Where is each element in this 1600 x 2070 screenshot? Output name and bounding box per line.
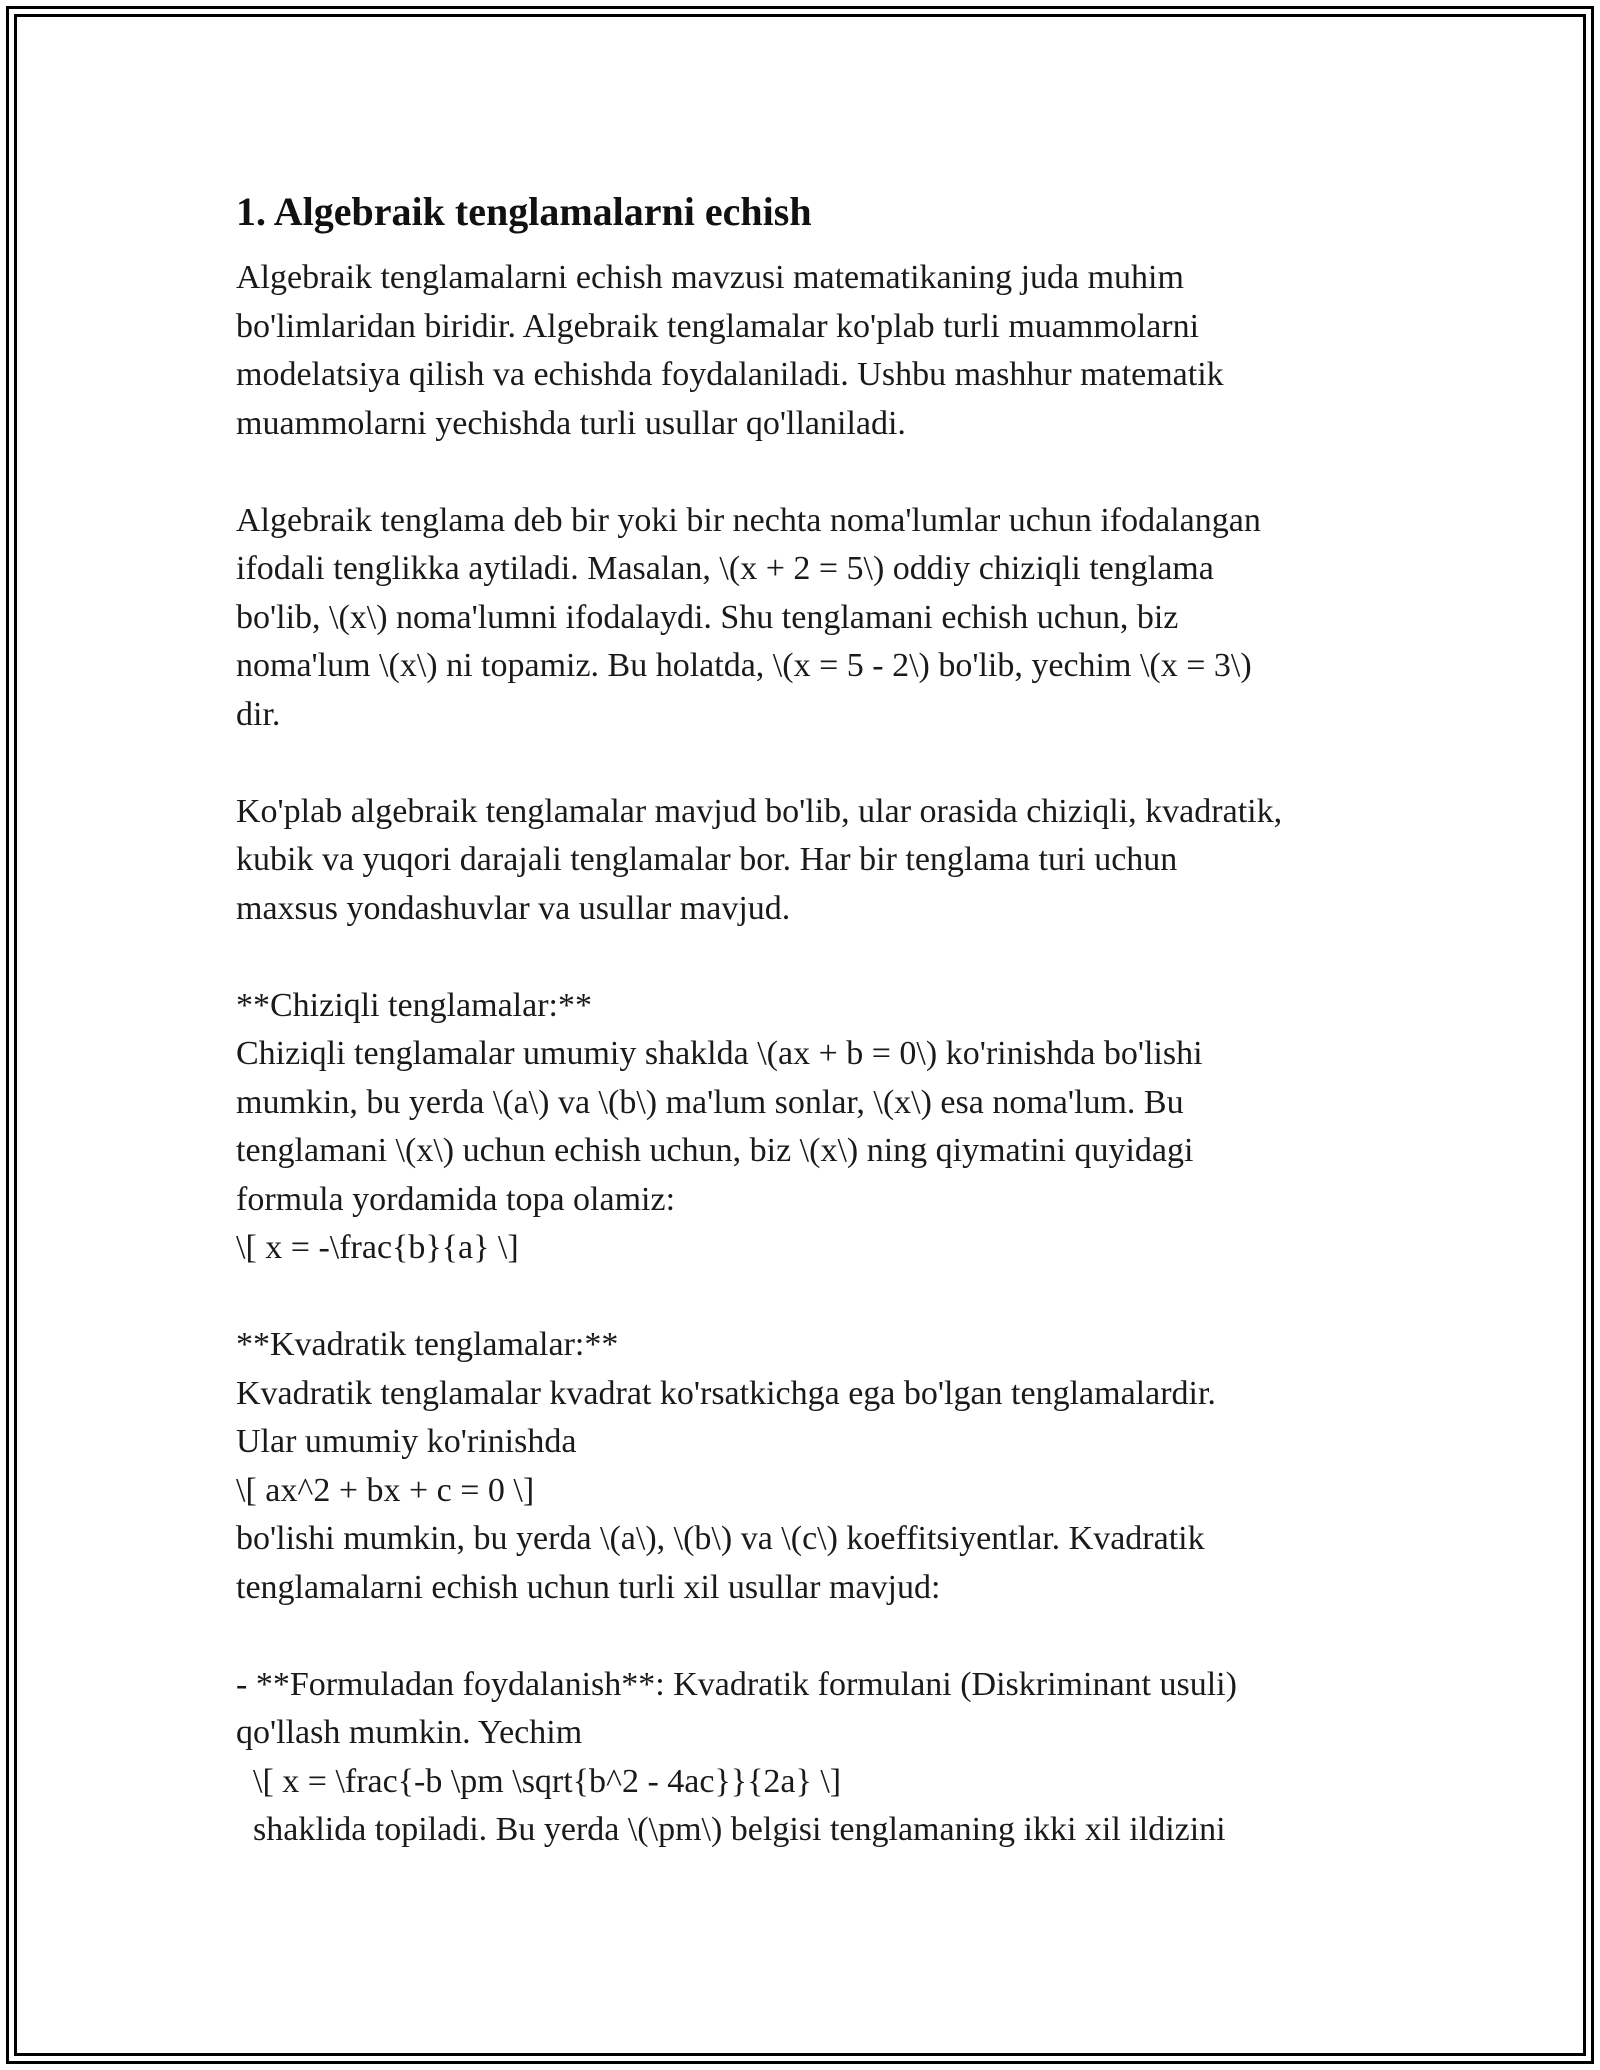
text-line: dir. bbox=[236, 695, 281, 733]
text-line: noma'lum \(x\) ni topamiz. Bu holatda, \(x = 5 - 2\) bo'lib, yechim \(x = 3\) bbox=[236, 647, 1252, 684]
paragraph bbox=[236, 982, 1376, 1273]
text-line: bo'lib, \(x\) noma'lumni ifodalaydi. Shu tenglamani echish uchun, biz bbox=[236, 598, 1179, 636]
document-body bbox=[236, 184, 1376, 1855]
paragraph bbox=[236, 788, 1376, 934]
text-line: Kvadratik tenglamalar kvadrat ko'rsatkichga ega bo'lgan tenglamalardir. bbox=[236, 1374, 1216, 1412]
paragraph-gap bbox=[236, 448, 1376, 497]
text-line: \[ ax^2 + bx + c = 0 \] bbox=[236, 1471, 535, 1509]
page-title: 1. Algebraik tenglamalarni echish bbox=[236, 189, 812, 234]
text-line: bo'lishi mumkin, bu yerda \(a\), \(b\) va \(c\) koeffitsiyentlar. Kvadratik bbox=[236, 1520, 1205, 1557]
text-line: tenglamalarni echish uchun turli xil usullar mavjud: bbox=[236, 1568, 941, 1606]
text-line: - **Formuladan foydalanish**: Kvadratik formulani (Diskriminant usuli) bbox=[236, 1665, 1237, 1703]
text-line: tenglamani \(x\) uchun echish uchun, biz \(x\) ning qiymatini quyidagi bbox=[236, 1132, 1194, 1169]
text-line: \[ x = \frac{-b \pm \sqrt{b^2 - 4ac}}{2a} \] bbox=[236, 1762, 842, 1800]
text-line: Algebraik tenglama deb bir yoki bir nechta noma'lumlar uchun ifodalangan bbox=[236, 501, 1261, 539]
text-line: ifodali tenglikka aytiladi. Masalan, \(x + 2 = 5\) oddiy chiziqli tenglama bbox=[236, 550, 1214, 587]
text-line: muammolarni yechishda turli usullar qo'llaniladi. bbox=[236, 404, 906, 442]
text-line: shaklida topiladi. Bu yerda \(\pm\) belgisi tenglamaning ikki xil ildizini bbox=[236, 1811, 1226, 1848]
text-line: modelatsiya qilish va echishda foydalaniladi. Ushbu mashhur matematik bbox=[236, 356, 1224, 393]
text-line: kubik va yuqori darajali tenglamalar bor. Har bir tenglama turi uchun bbox=[236, 841, 1178, 878]
text-line: \[ x = -\frac{b}{a} \] bbox=[236, 1229, 519, 1266]
paragraph-gap bbox=[236, 933, 1376, 982]
text-line: bo'limlaridan biridir. Algebraik tenglamalar ko'plab turli muammolarni bbox=[236, 307, 1200, 345]
paragraph bbox=[236, 1661, 1376, 1855]
text-line: mumkin, bu yerda \(a\) va \(b\) ma'lum sonlar, \(x\) esa noma'lum. Bu bbox=[236, 1083, 1184, 1121]
paragraph bbox=[236, 497, 1376, 740]
text-line: Algebraik tenglamalarni echish mavzusi matematikaning juda muhim bbox=[236, 259, 1184, 296]
paragraph-gap bbox=[236, 1273, 1376, 1322]
paragraph-gap bbox=[236, 1612, 1376, 1661]
text-line: Ular umumiy ko'rinishda bbox=[236, 1423, 577, 1460]
text-line: maxsus yondashuvlar va usullar mavjud. bbox=[236, 889, 791, 927]
paragraph-list bbox=[236, 254, 1376, 1855]
paragraph bbox=[236, 254, 1376, 448]
text-line: **Chiziqli tenglamalar:** bbox=[236, 986, 592, 1024]
text-line: qo'llash mumkin. Yechim bbox=[236, 1714, 583, 1751]
text-line: formula yordamida topa olamiz: bbox=[236, 1180, 676, 1218]
text-line: **Kvadratik tenglamalar:** bbox=[236, 1326, 619, 1363]
text-line: Chiziqli tenglamalar umumiy shaklda \(ax + b = 0\) ko'rinishda bo'lishi bbox=[236, 1035, 1203, 1072]
paragraph-gap bbox=[236, 739, 1376, 788]
text-line: Ko'plab algebraik tenglamalar mavjud bo'lib, ular orasida chiziqli, kvadratik, bbox=[236, 792, 1283, 830]
paragraph bbox=[236, 1321, 1376, 1612]
